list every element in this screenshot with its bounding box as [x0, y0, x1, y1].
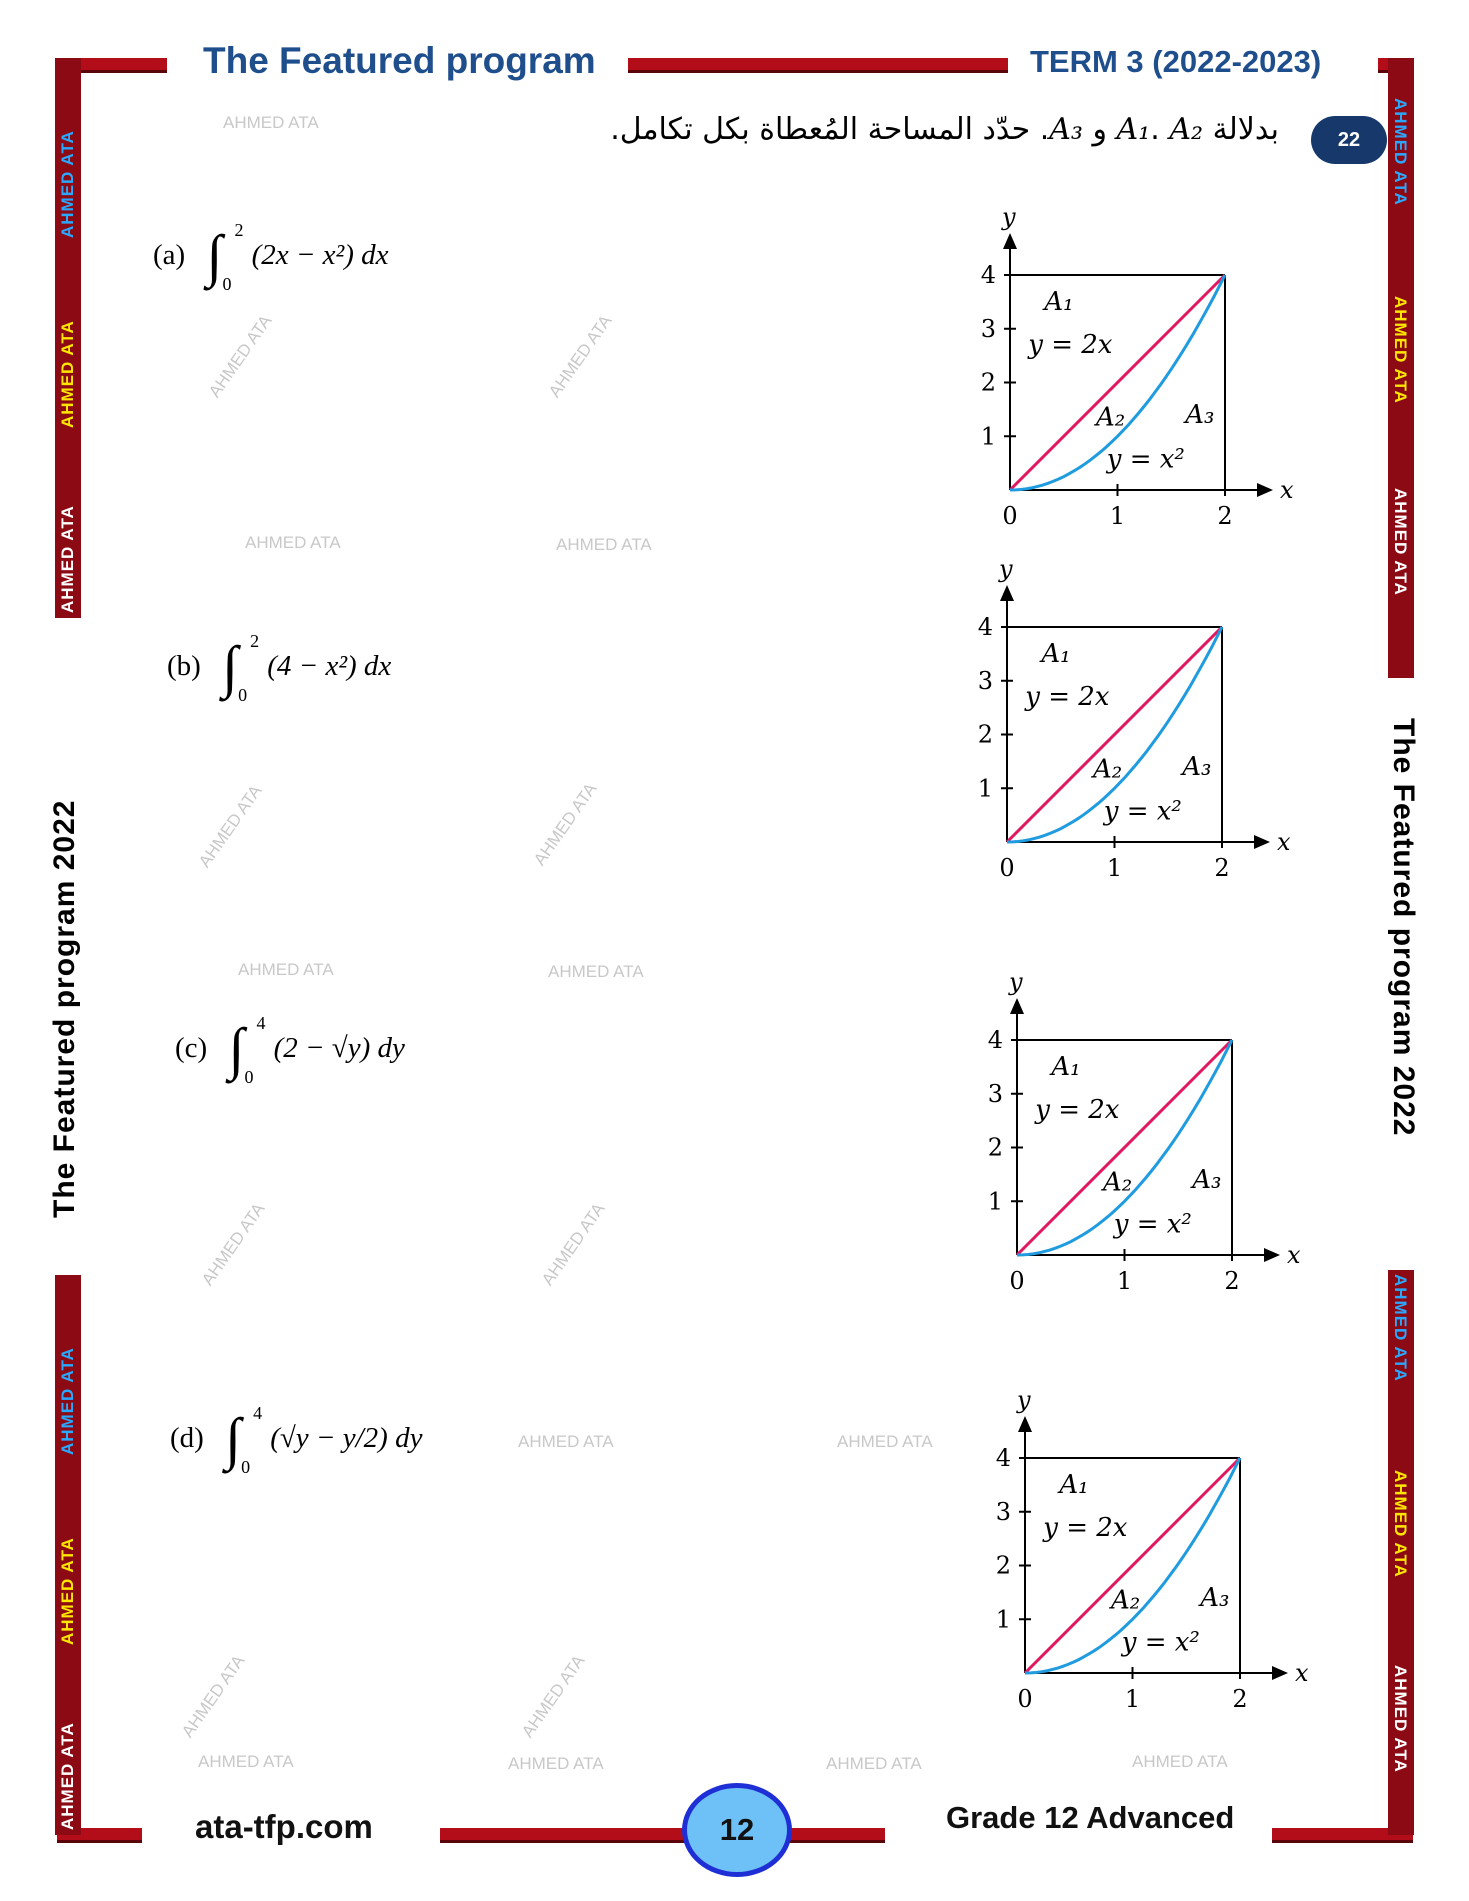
- question-text: بدلالة A₁. A₂ و A₃. حدّد المساحة المُعطاة بكل تكامل.: [610, 112, 1279, 147]
- integrand: (√y − y/2) dy: [270, 1422, 423, 1454]
- brand-blue-text: AHMED ATA: [58, 1347, 77, 1455]
- integrand: (2x − x²) dx: [251, 239, 389, 271]
- x-axis-label: x: [1280, 476, 1294, 504]
- right-brand-strip-bottom: [1388, 1270, 1414, 1835]
- part-label: (a): [153, 239, 186, 271]
- y-tick-label: 2: [995, 1551, 1011, 1580]
- watermark: AHMED ATA: [538, 1199, 609, 1289]
- series-label-x2: y = x²: [1106, 444, 1185, 475]
- x-tick-label: 2: [1224, 1267, 1240, 1295]
- brand-blue-text: AHMED ATA: [58, 130, 77, 238]
- series-label-2x: y = 2x: [1028, 329, 1113, 360]
- integral-sign-icon: ∫ 2 0: [206, 220, 244, 294]
- y-axis-arrow-icon: [1010, 998, 1024, 1014]
- bottom-frame-middle-left: [440, 1828, 685, 1840]
- brand-blue-text: AHMED ATA: [1391, 1274, 1410, 1382]
- brand-yellow-text: AHMED ATA: [58, 320, 77, 428]
- graph-c: [967, 965, 1301, 1310]
- integrand: (4 − x²) dx: [267, 650, 392, 682]
- left-brand-strip-bottom: [55, 1275, 81, 1835]
- watermark: AHMED ATA: [826, 1754, 922, 1773]
- y-axis-arrow-icon: [1000, 585, 1014, 601]
- part-b: [167, 631, 392, 705]
- y-axis-arrow-icon: [1003, 233, 1017, 249]
- watermark: AHMED ATA: [530, 779, 601, 869]
- x-tick-label: 2: [1232, 1685, 1248, 1713]
- x-tick-label: 1: [1109, 502, 1126, 530]
- header-term: TERM 3 (2022-2023): [1030, 44, 1322, 79]
- series-label-x2: y = x²: [1103, 796, 1182, 827]
- x-tick-label: 2: [1214, 854, 1230, 882]
- upper-limit: 2: [250, 631, 260, 651]
- watermark: AHMED ATA: [508, 1754, 604, 1773]
- region-label-a2: A₂: [1093, 754, 1123, 785]
- graph-b: [957, 552, 1291, 897]
- header-title: The Featured program: [203, 40, 596, 81]
- page-number: 12: [682, 1783, 792, 1877]
- question-text-after: حدّد المساحة المُعطاة بكل تكامل.: [610, 112, 1031, 147]
- lower-limit: 0: [241, 1457, 251, 1477]
- watermark: AHMED ATA: [548, 962, 644, 981]
- part-c: [175, 1013, 405, 1087]
- region-label-a1: A₁: [1041, 638, 1071, 669]
- brand-blue-text: AHMED ATA: [1391, 98, 1410, 206]
- y-tick-label: 1: [980, 422, 996, 451]
- watermark: AHMED ATA: [518, 1651, 589, 1741]
- x-tick-label: 0: [1002, 502, 1018, 530]
- part-label: (b): [167, 650, 201, 682]
- y-tick-label: 2: [987, 1133, 1003, 1162]
- integral-sign-icon: ∫ 2 0: [222, 631, 260, 705]
- left-brand-strip-top: [55, 58, 81, 618]
- part-label: (c): [175, 1032, 208, 1064]
- right-vertical-title: The Featured program 2022: [1387, 718, 1420, 1137]
- y-axis-label: y: [1009, 968, 1023, 996]
- y-tick-label: 4: [977, 613, 993, 641]
- series-label-2x: y = 2x: [1025, 681, 1110, 712]
- region-label-a2: A₂: [1096, 402, 1126, 433]
- watermark: AHMED ATA: [195, 781, 266, 871]
- series-label-2x: y = 2x: [1043, 1512, 1128, 1543]
- watermark: AHMED ATA: [245, 533, 341, 552]
- y-tick-label: 4: [980, 261, 996, 289]
- y-tick-label: 3: [987, 1079, 1003, 1108]
- watermark: AHMED ATA: [837, 1432, 933, 1451]
- x-axis-label: x: [1295, 1659, 1309, 1687]
- watermark: AHMED ATA: [205, 311, 276, 401]
- watermark: AHMED ATA: [223, 113, 319, 132]
- question-text-before: بدلالة: [1212, 112, 1279, 147]
- x-tick-label: 1: [1106, 854, 1123, 882]
- x-tick-label: 0: [1009, 1267, 1025, 1295]
- region-label-a3: A₃: [1049, 112, 1083, 147]
- integral-sign-icon: ∫ 4 0: [225, 1403, 263, 1477]
- x-axis-arrow-icon: [1257, 483, 1273, 497]
- brand-white-text: AHMED ATA: [1391, 1665, 1410, 1773]
- y-tick-label: 2: [977, 720, 993, 749]
- brand-yellow-text: AHMED ATA: [1391, 1470, 1410, 1578]
- region-label-a3: A₃: [1192, 1164, 1222, 1195]
- top-frame-middle: [628, 58, 1008, 70]
- left-vertical-title: The Featured program 2022: [48, 799, 81, 1218]
- question-and: و: [1092, 112, 1107, 147]
- region-label-a1: A₁: [1051, 1051, 1081, 1082]
- region-label-a2: A₂: [1103, 1167, 1133, 1198]
- y-tick-label: 4: [995, 1444, 1011, 1472]
- y-tick-label: 2: [980, 368, 996, 397]
- brand-white-text: AHMED ATA: [58, 505, 77, 613]
- region-label-a2: A₂: [1169, 112, 1204, 147]
- part-a: [153, 220, 389, 294]
- question-number-badge: 22: [1311, 116, 1387, 164]
- upper-limit: 4: [256, 1013, 266, 1033]
- region-label-a2: A₂: [1111, 1585, 1141, 1616]
- y-tick-label: 4: [987, 1026, 1003, 1054]
- y-axis-label: y: [1002, 203, 1016, 231]
- lower-limit: 0: [244, 1067, 254, 1087]
- region-label-a3: A₃: [1185, 399, 1215, 430]
- y-axis-arrow-icon: [1018, 1416, 1032, 1432]
- part-d: [170, 1403, 423, 1477]
- watermark: AHMED ATA: [238, 960, 334, 979]
- x-axis-arrow-icon: [1254, 835, 1270, 849]
- footer-grade: Grade 12 Advanced: [946, 1800, 1235, 1835]
- graph-d: [975, 1383, 1309, 1728]
- footer-site: ata-tfp.com: [195, 1808, 373, 1845]
- lower-limit: 0: [222, 274, 232, 294]
- y-tick-label: 3: [995, 1497, 1011, 1526]
- lower-limit: 0: [238, 685, 248, 705]
- region-label-a3: A₃: [1200, 1582, 1230, 1613]
- upper-limit: 4: [253, 1403, 263, 1423]
- x-tick-label: 1: [1124, 1685, 1141, 1713]
- watermark: AHMED ATA: [556, 535, 652, 554]
- x-axis-label: x: [1277, 828, 1291, 856]
- brand-yellow-text: AHMED ATA: [1391, 296, 1410, 404]
- region-label-a1: A₁: [1044, 286, 1074, 317]
- right-brand-strip-top: [1388, 58, 1414, 678]
- region-label-a3: A₃: [1182, 751, 1212, 782]
- x-tick-label: 2: [1217, 502, 1233, 530]
- part-label: (d): [170, 1422, 204, 1454]
- region-label-a1: A₁: [1059, 1469, 1089, 1500]
- y-tick-label: 3: [980, 314, 996, 343]
- series-label-2x: y = 2x: [1035, 1094, 1120, 1125]
- series-label-x2: y = x²: [1121, 1627, 1200, 1658]
- region-label-a1: A₁: [1116, 112, 1151, 147]
- watermark: AHMED ATA: [198, 1199, 269, 1289]
- y-axis-label: y: [1017, 1386, 1031, 1414]
- x-tick-label: 1: [1116, 1267, 1133, 1295]
- x-tick-label: 0: [999, 854, 1015, 882]
- y-tick-label: 1: [977, 774, 993, 803]
- watermark: AHMED ATA: [545, 311, 616, 401]
- y-axis-label: y: [999, 555, 1013, 583]
- upper-limit: 2: [234, 220, 244, 240]
- y-tick-label: 1: [995, 1605, 1011, 1634]
- brand-white-text: AHMED ATA: [1391, 488, 1410, 596]
- y-tick-label: 3: [977, 666, 993, 695]
- x-axis-arrow-icon: [1264, 1248, 1280, 1262]
- watermark: AHMED ATA: [198, 1752, 294, 1771]
- x-axis-label: x: [1287, 1241, 1301, 1269]
- watermark: AHMED ATA: [1132, 1752, 1228, 1771]
- integral-sign-icon: ∫ 4 0: [228, 1013, 266, 1087]
- brand-white-text: AHMED ATA: [58, 1722, 77, 1830]
- series-label-x2: y = x²: [1113, 1209, 1192, 1240]
- integrand: (2 − √y) dy: [273, 1032, 405, 1064]
- x-axis-arrow-icon: [1272, 1666, 1288, 1680]
- bottom-frame-middle-right: [780, 1828, 885, 1840]
- brand-yellow-text: AHMED ATA: [58, 1537, 77, 1645]
- graph-a: [960, 200, 1294, 545]
- watermark: AHMED ATA: [178, 1651, 249, 1741]
- watermark: AHMED ATA: [518, 1432, 614, 1451]
- x-tick-label: 0: [1017, 1685, 1033, 1713]
- y-tick-label: 1: [987, 1187, 1003, 1216]
